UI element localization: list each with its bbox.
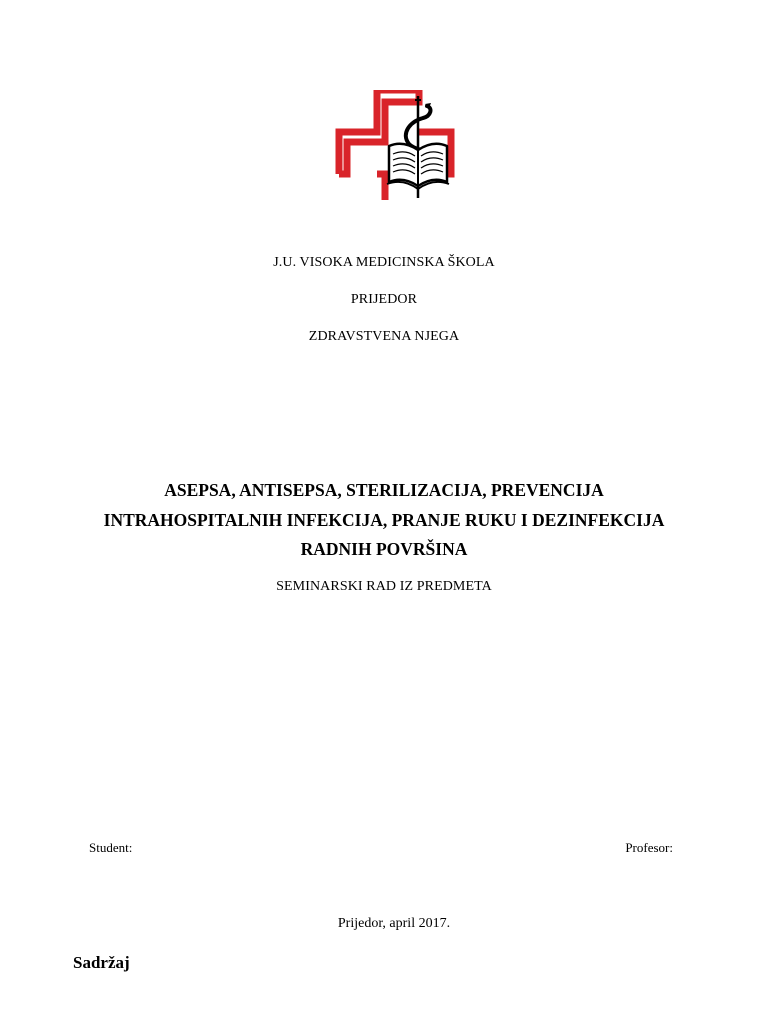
student-label: Student: [89, 840, 133, 855]
professor-label: Profesor: [625, 840, 673, 855]
institution-name: J.U. VISOKA MEDICINSKA ŠKOLA [273, 255, 495, 270]
table-of-contents-heading: Sadržaj [73, 953, 130, 972]
document-subtitle: SEMINARSKI RAD IZ PREDMETA [276, 579, 492, 594]
title-line-1: ASEPSA, ANTISEPSA, STERILIZACIJA, PREVENCIJA [164, 480, 604, 500]
medical-school-emblem-icon [333, 90, 457, 202]
document-title [80, 476, 688, 565]
title-line-3: RADNIH POVRŠINA [300, 539, 468, 559]
place-and-date: Prijedor, april 2017. [337, 916, 451, 931]
city-name: PRIJEDOR [350, 292, 418, 307]
title-line-2: INTRAHOSPITALNIH INFEKCIJA, PRANJE RUKU I DEZINFEKCIJA [103, 509, 665, 530]
department-name: ZDRAVSTVENA NJEGA [308, 329, 460, 344]
